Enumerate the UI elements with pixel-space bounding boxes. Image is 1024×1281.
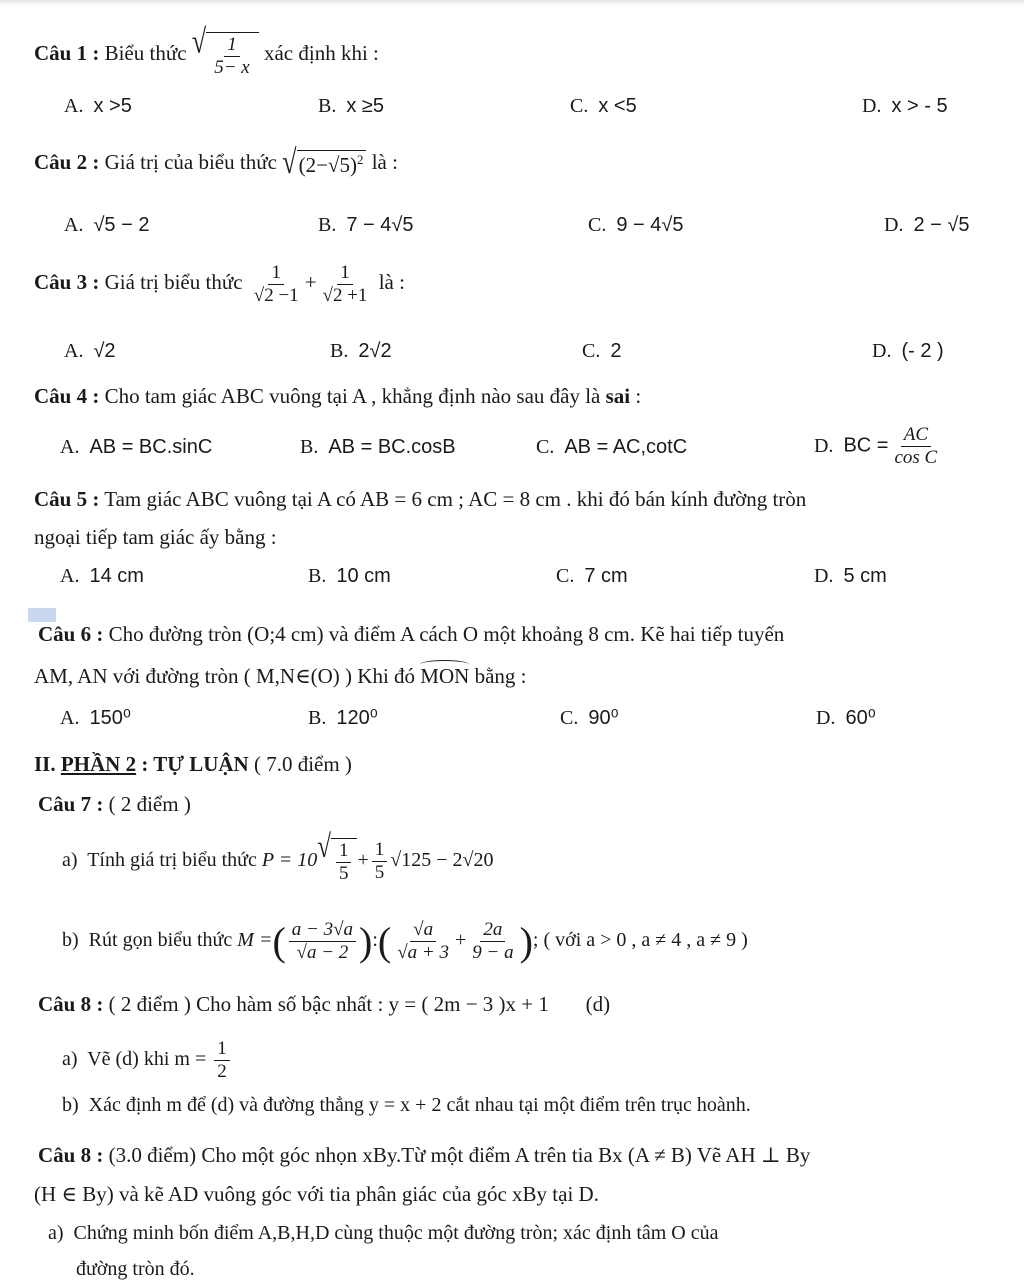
- q6-text: Cho đường tròn (O;4 cm) và điểm A cách O một khoảng 8 cm. Kẽ hai tiếp tuyến: [108, 622, 785, 646]
- q2-label: Câu 2 :: [34, 150, 100, 174]
- q2-exp: 2: [356, 152, 364, 168]
- q4-text: Cho tam giác ABC vuông tại A , khẳng định nào sau đây là: [104, 384, 601, 408]
- question-1: [34, 22, 379, 79]
- question-5: [34, 487, 806, 512]
- q6-option-d: D. 60⁰: [816, 707, 876, 729]
- q3-label: Câu 3 :: [34, 270, 100, 295]
- q2-option-b: B. 7 − 4√5: [318, 214, 414, 236]
- q6-label: Câu 6 :: [38, 622, 104, 646]
- q4-option-b: B. AB = BC.cosB: [300, 436, 456, 458]
- q7-part-b: b) Rút gọn biểu thức M =( $\frac{a - 3√a}{√a - 2}$ ):( $\frac{√a}{√a + 3}$ + $\frac{2a}{9 - a}$ ); ( với a > 0 , a ≠ 4 , a ≠ 9 ): [62, 919, 748, 964]
- q3-text: Giá trị biểu thức: [104, 270, 243, 295]
- q3-option-a: A. √2: [64, 340, 116, 362]
- q1-option-b: B. x ≥5: [318, 95, 384, 117]
- q1-tail: xác định khi :: [263, 41, 379, 66]
- q3-plus: +: [304, 270, 317, 295]
- page-top-edge: [0, 0, 1024, 6]
- q4-d-num: AC: [901, 424, 931, 447]
- question-8-function: Câu 8 : ( 2 điểm ) Cho hàm số bậc nhất : y = ( 2m − 3 )x + 1 (d): [38, 992, 611, 1016]
- q1-option-c: C. x <5: [570, 95, 637, 117]
- q3-num1: 1: [268, 262, 284, 285]
- question-3: [34, 262, 405, 307]
- q5-option-c: C. 7 cm: [556, 565, 628, 587]
- q5-text: Tam giác ABC vuông tại A có AB = 6 cm ; AC = 8 cm . khi đó bán kính đường tròn: [104, 487, 807, 511]
- q4-option-a: A. AB = BC.sinC: [60, 436, 213, 458]
- q5-option-a: A. 14 cm: [60, 565, 144, 587]
- q5-line2: ngoại tiếp tam giác ấy bằng :: [34, 525, 277, 549]
- q1-den: 5− x: [214, 56, 250, 78]
- q2-expr: (2−√5): [298, 153, 357, 178]
- q8a-part-a: a) Vẽ (d) khi m = $\frac{1}{2}$: [62, 1038, 233, 1083]
- q4-d-den: cos C: [894, 446, 938, 468]
- q6-option-a: A. 150⁰: [60, 707, 131, 729]
- part2-heading: II. PHẦN 2 : TỰ LUẬN ( 7.0 điểm ): [34, 752, 352, 776]
- q3-num2: 1: [337, 262, 353, 285]
- q5-option-b: B. 10 cm: [308, 565, 391, 587]
- q2-option-c: C. 9 − 4√5: [588, 214, 684, 236]
- q1-option-a: A. x >5: [64, 95, 132, 117]
- q5-label: Câu 5 :: [34, 487, 100, 511]
- question-7: Câu 7 : ( 2 điểm ): [38, 792, 191, 816]
- q3-option-d: D. (- 2 ): [872, 340, 944, 362]
- question-4: [34, 384, 641, 409]
- q6-option-c: C. 90⁰: [560, 707, 619, 729]
- q8a-part-b: b) Xác định m để (d) và đường thẳng y = x + 2 cắt nhau tại một điểm trên trục hoành.: [62, 1094, 751, 1116]
- q4-option-d: D. BC = $\frac{AC}{\text{cos C}}$: [814, 424, 943, 469]
- q8b-line2: (H ∈ By) và kẽ AD vuông góc với tia phân giác của góc xBy tại D.: [34, 1182, 599, 1206]
- q1-text: Biểu thức: [104, 41, 187, 66]
- q2-sqrt: √ $(2-√5)^2$: [282, 150, 366, 178]
- q2-tail: là :: [371, 150, 398, 174]
- q4-bold-word: sai: [605, 384, 631, 408]
- q4-option-c: C. AB = AC,cotC: [536, 436, 688, 458]
- q1-sqrt: √ $\frac{1}{5- x}$: [192, 32, 259, 79]
- q2-option-a: A. √5 − 2: [64, 214, 150, 236]
- q2-text: Giá trị của biểu thức: [104, 150, 277, 174]
- q3-option-b: B. 2√2: [330, 340, 392, 362]
- q6-option-b: B. 120⁰: [308, 707, 378, 729]
- highlight-mark: [28, 608, 56, 622]
- q3-den2: √2 +1: [322, 284, 368, 306]
- q6-angle: MON: [420, 664, 469, 689]
- q5-option-d: D. 5 cm: [814, 565, 887, 587]
- q2-option-d: D. 2 − √5: [884, 214, 970, 236]
- q1-label: Câu 1 :: [34, 41, 100, 66]
- q3-den1: √2 −1: [253, 284, 299, 306]
- question-2: [34, 143, 398, 182]
- q3-option-c: C. 2: [582, 340, 622, 362]
- q6-line2: AM, AN với đường tròn ( M,N∈(O) ) Khi đó MON bằng :: [34, 664, 526, 689]
- q7-part-a: a) Tính giá trị biểu thức P = 10 √ $\frac{1}{5}$ + $\frac{1}{5}$ √125 − 2√20: [62, 829, 494, 884]
- q8b-part-a: a) Chứng minh bốn điểm A,B,H,D cùng thuộc một đường tròn; xác định tâm O của: [48, 1222, 719, 1244]
- q8b-part-a-line2: đường tròn đó.: [76, 1258, 195, 1280]
- q1-option-d: D. x > - 5: [862, 95, 948, 117]
- question-8-geometry: Câu 8 : (3.0 điểm) Cho một góc nhọn xBy.Từ một điểm A trên tia Bx (A ≠ B) Vẽ AH ⊥ By: [38, 1143, 811, 1167]
- q4-tail: :: [635, 384, 642, 408]
- question-6: [38, 622, 784, 647]
- q3-tail: là :: [378, 270, 405, 295]
- q1-num: 1: [224, 34, 240, 57]
- q4-label: Câu 4 :: [34, 384, 100, 408]
